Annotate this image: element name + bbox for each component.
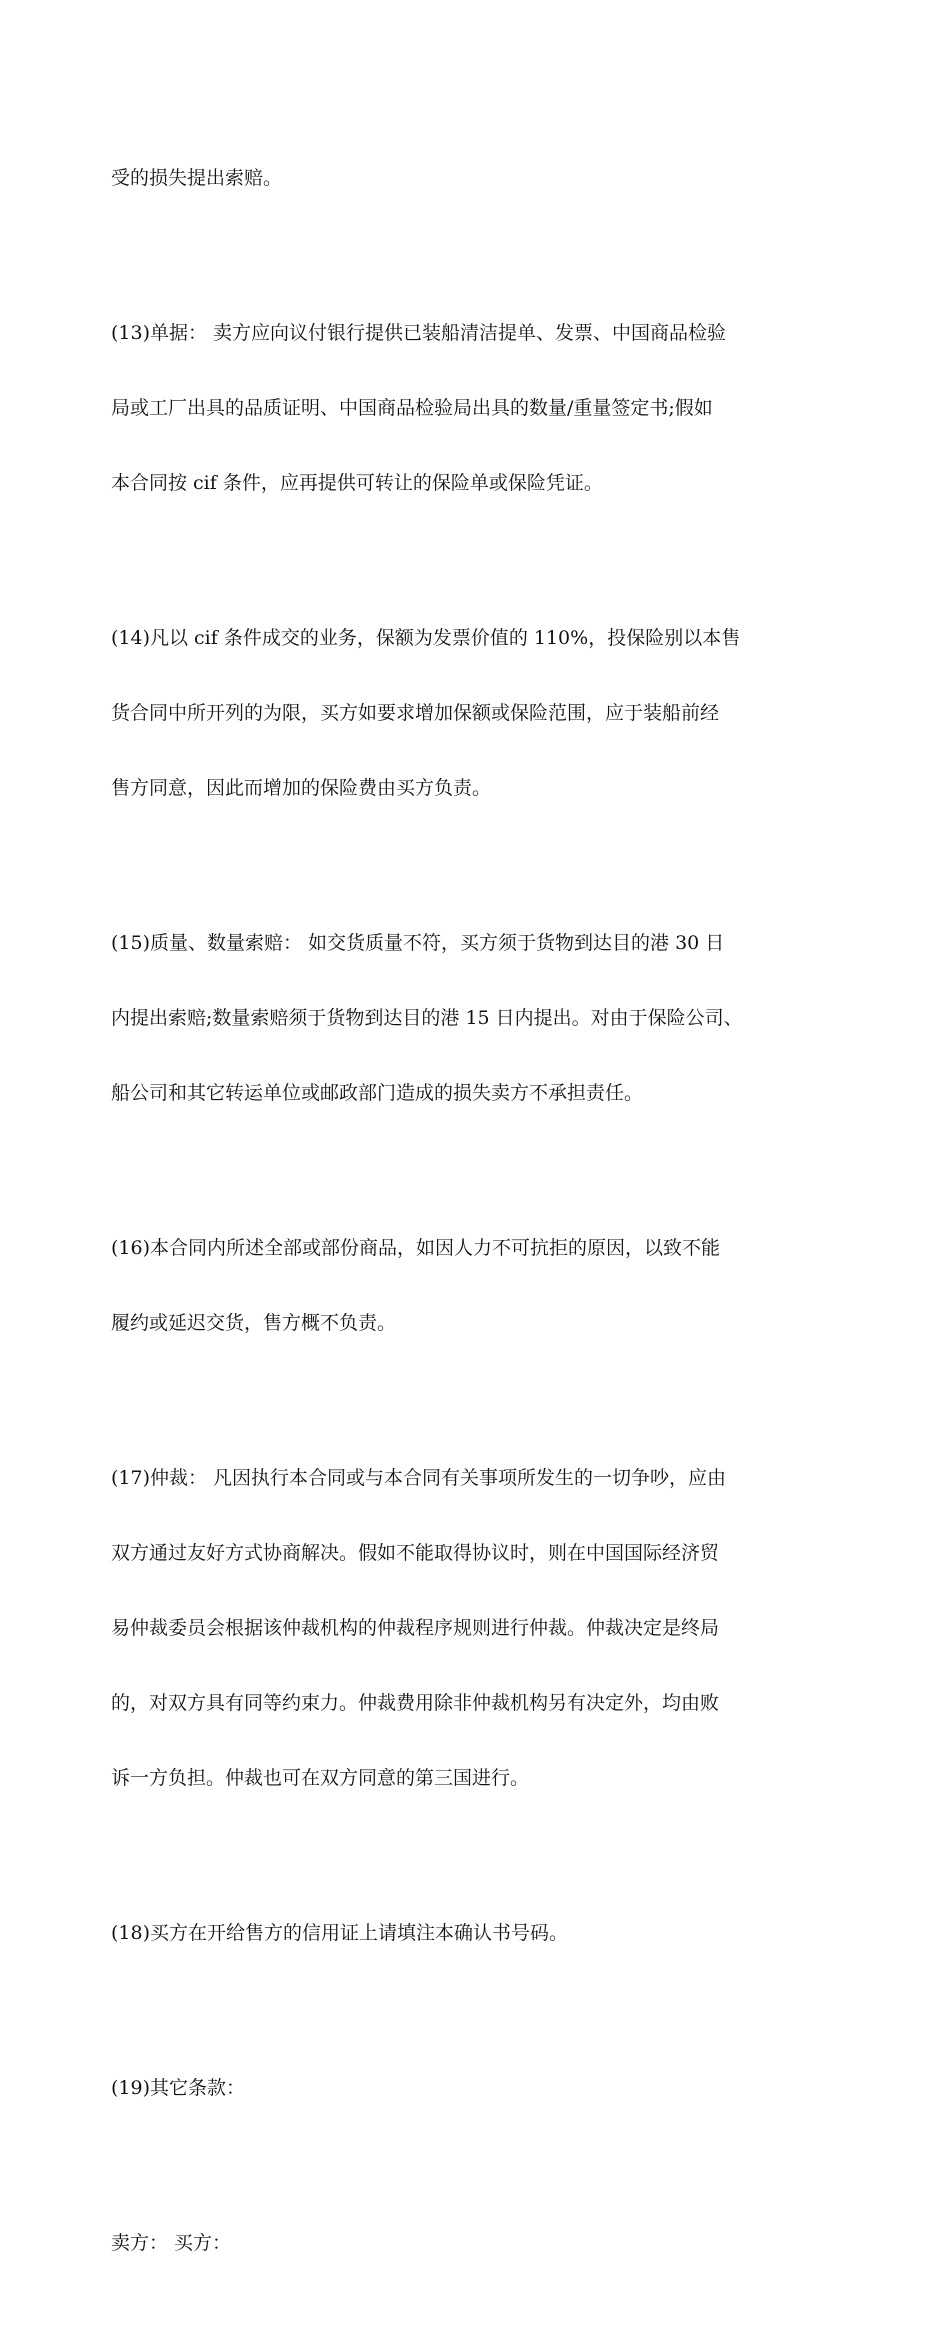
text-line: 船公司和其它转运单位或邮政部门造成的损失卖方不承担责任。 xyxy=(111,1082,644,1104)
paragraph-17-arbitration xyxy=(111,1416,846,1841)
paragraph-15-claims xyxy=(111,881,846,1156)
text-line: 履约或延迟交货，售方概不负责。 xyxy=(111,1312,397,1334)
text-line: (16)本合同内所述全部或部份商品，如因人力不可抗拒的原因，以致不能 xyxy=(111,1237,721,1259)
text-line: 受的损失提出索赔。 xyxy=(111,167,283,189)
text-line: 双方通过友好方式协商解决。假如不能取得协议时，则在中国国际经济贸 xyxy=(111,1542,720,1564)
paragraph-claim-continuation xyxy=(111,116,846,241)
paragraph-18-letter-of-credit xyxy=(111,1871,846,1996)
text-line: (15)质量、数量索赔： 如交货质量不符，买方须于货物到达目的港 30 日 xyxy=(111,932,725,954)
signature-line xyxy=(111,2181,846,2306)
text-line: (18)买方在开给售方的信用证上请填注本确认书号码。 xyxy=(111,1922,569,1944)
text-line: (17)仲裁： 凡因执行本合同或与本合同有关事项所发生的一切争吵，应由 xyxy=(111,1467,727,1489)
text-line: 局或工厂出具的品质证明、中国商品检验局出具的数量/重量签定书;假如 xyxy=(111,397,713,419)
text-line: (19)其它条款： xyxy=(111,2077,246,2099)
paragraph-14-insurance xyxy=(111,576,846,851)
paragraph-16-force-majeure xyxy=(111,1186,846,1386)
paragraph-13-documents xyxy=(111,271,846,546)
text-line: 易仲裁委员会根据该仲裁机构的仲裁程序规则进行仲裁。仲裁决定是终局 xyxy=(111,1617,720,1639)
text-line: 本合同按 cif 条件，应再提供可转让的保险单或保险凭证。 xyxy=(111,472,603,494)
text-line: 诉一方负担。仲裁也可在双方同意的第三国进行。 xyxy=(111,1767,530,1789)
text-line: 内提出索赔;数量索赔须于货物到达目的港 15 日内提出。对由于保险公司、 xyxy=(111,1007,743,1029)
text-line: 的，对双方具有同等约束力。仲裁费用除非仲裁机构另有决定外，均由败 xyxy=(111,1692,720,1714)
text-line: 货合同中所开列的为限，买方如要求增加保额或保险范围，应于装船前经 xyxy=(111,702,720,724)
text-line: (13)单据： 卖方应向议付银行提供已装船清洁提单、发票、中国商品检验 xyxy=(111,322,727,344)
text-line: 卖方： 买方： xyxy=(111,2232,232,2254)
text-line: (14)凡以 cif 条件成交的业务，保额为发票价值的 110%，投保险别以本售 xyxy=(111,627,741,649)
contract-body xyxy=(111,116,846,2336)
text-line: 售方同意，因此而增加的保险费由买方负责。 xyxy=(111,777,492,799)
paragraph-19-other-terms xyxy=(111,2026,846,2151)
